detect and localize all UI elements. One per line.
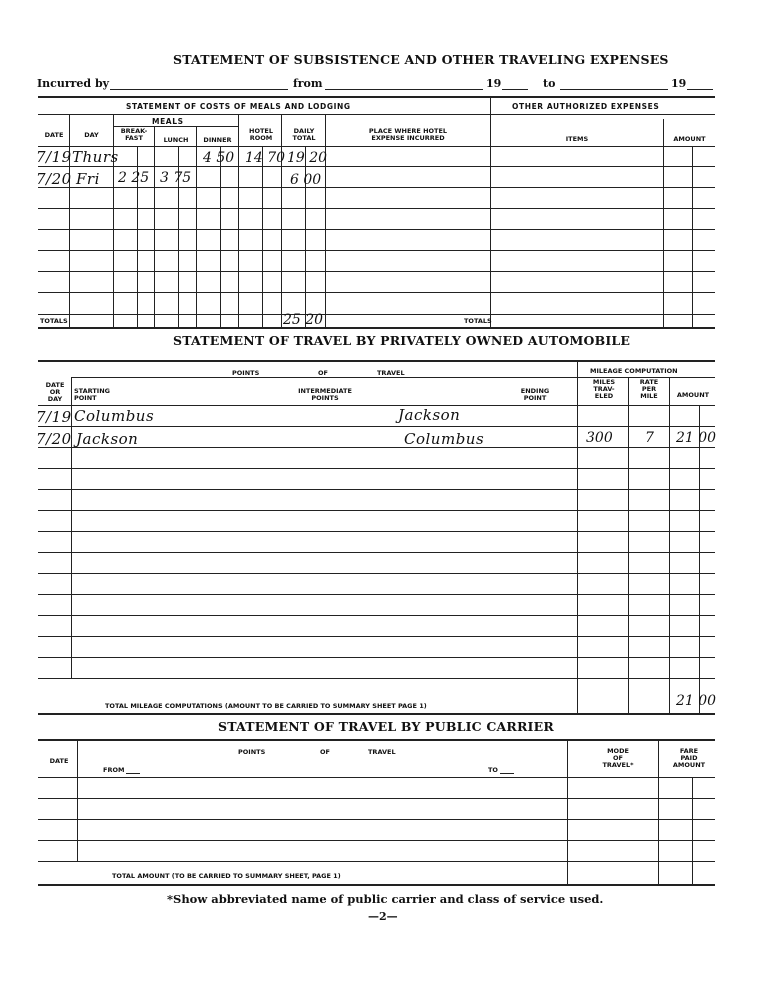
carrier-travel-label: TRAVEL (368, 748, 396, 756)
col-auto-amount: AMOUNT (676, 391, 710, 399)
carrier-of-label: OF (320, 748, 330, 756)
total-mileage-amount: 21 00 (676, 693, 717, 709)
to-field[interactable] (560, 89, 668, 90)
mileage-computation-label: MILEAGE COMPUTATION (590, 367, 678, 375)
of-label: OF (318, 369, 328, 377)
carrier-points-label: POINTS (238, 748, 266, 756)
col-amount: AMOUNT (673, 135, 706, 143)
col-rate-per-mile: RATE PER MILE (639, 378, 659, 400)
totals-label-right: TOTALS (464, 317, 492, 325)
meal-row-2-date: 7/20 (36, 170, 72, 188)
carrier-to-label: TO (488, 766, 498, 774)
to-label: to (543, 77, 556, 90)
travel-label: TRAVEL (377, 369, 405, 377)
col-daily-total: DAILY TOTAL (292, 127, 316, 142)
auto-row-1-end: Jackson (398, 406, 461, 424)
col-hotel-room: HOTEL ROOM (249, 127, 273, 142)
meals-header: MEALS (152, 117, 184, 126)
carrier-section-title: STATEMENT OF TRAVEL BY PUBLIC CARRIER (218, 719, 554, 734)
carrier-col-fare: FARE PAID AMOUNT (672, 747, 706, 769)
col-miles-traveled: MILES TRAV- ELED (592, 378, 616, 400)
from-label: from (293, 77, 323, 90)
carrier-col-date: DATE (49, 757, 69, 765)
meal-row-2-lunch: 3 75 (160, 170, 192, 186)
carrier-from-label: FROM (103, 766, 125, 774)
auto-row-2-rate: 7 (645, 430, 654, 446)
meal-row-1-dinner: 4 50 (203, 150, 235, 166)
auto-row-2-miles: 300 (586, 430, 613, 446)
form-title: STATEMENT OF SUBSISTENCE AND OTHER TRAVELING EXPENSES (173, 52, 669, 67)
year-field-2[interactable] (687, 89, 713, 90)
total-mileage-label: TOTAL MILEAGE COMPUTATIONS (AMOUNT TO BE CARRIED TO SUMMARY SHEET PAGE 1) (105, 702, 427, 710)
auto-section-title: STATEMENT OF TRAVEL BY PRIVATELY OWNED AUTOMOBILE (173, 333, 631, 348)
meal-row-1-daily: 19 20 (287, 150, 328, 166)
auto-row-1-start: Columbus (74, 407, 155, 425)
year-field-1[interactable] (502, 89, 528, 90)
daily-total-sum: 25 20 (283, 312, 324, 328)
other-expenses-title: OTHER AUTHORIZED EXPENSES (512, 102, 660, 111)
page-number: —2— (368, 910, 398, 923)
auto-row-2-amount: 21 00 (676, 430, 717, 446)
auto-row-1-date: 7/19 (36, 408, 72, 426)
totals-label: TOTALS (40, 317, 68, 325)
meal-row-1-day: Thurs (72, 148, 119, 166)
carrier-total-label: TOTAL AMOUNT (TO BE CARRIED TO SUMMARY SHEET, PAGE 1) (112, 872, 341, 880)
col-starting-point: STARTING POINT (74, 387, 110, 402)
col-date: DATE (44, 131, 64, 139)
col-intermediate-points: INTERMEDIATE POINTS (298, 387, 352, 402)
from-field[interactable] (325, 89, 483, 90)
col-dinner: DINNER (203, 136, 232, 144)
col-lunch: LUNCH (163, 136, 189, 144)
year-label-1: 19 (486, 77, 502, 90)
meal-row-1-hotel: 14 70 (245, 150, 286, 166)
col-place: PLACE WHERE HOTEL EXPENSE INCURRED (368, 127, 448, 142)
incurred-by-field[interactable] (110, 89, 288, 90)
footnote: *Show abbreviated name of public carrier and class of service used. (167, 892, 604, 906)
meal-row-2-daily: 6 00 (290, 172, 322, 188)
col-date-or-day: DATE OR DAY (45, 381, 65, 403)
auto-row-2-date: 7/20 (36, 430, 72, 448)
col-day: DAY (84, 131, 99, 139)
auto-row-2-start: Jackson (76, 430, 139, 448)
col-items: ITEMS (565, 135, 589, 143)
col-breakfast: BREAK- FAST (120, 127, 148, 142)
auto-row-2-end: Columbus (404, 430, 485, 448)
meal-row-2-breakfast: 2 25 (118, 170, 150, 186)
col-ending-point: ENDING POINT (520, 387, 550, 402)
incurred-by-label: Incurred by (37, 77, 110, 90)
points-label: POINTS (232, 369, 260, 377)
meal-row-1-date: 7/19 (36, 148, 72, 166)
meals-section-title: STATEMENT OF COSTS OF MEALS AND LODGING (126, 102, 351, 111)
carrier-col-mode: MODE OF TRAVEL* (602, 747, 634, 769)
meal-row-2-day: Fri (76, 170, 100, 188)
year-label-2: 19 (671, 77, 687, 90)
